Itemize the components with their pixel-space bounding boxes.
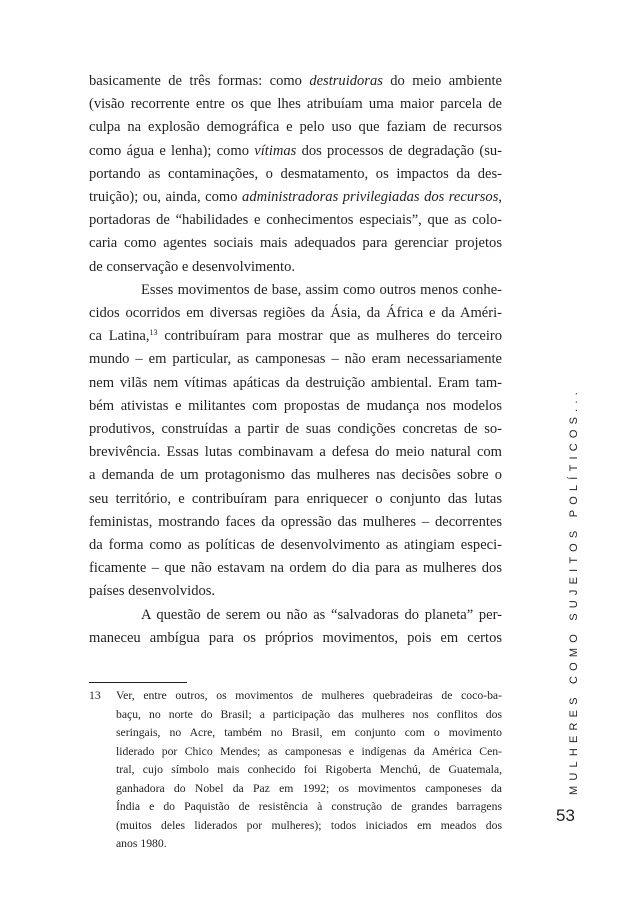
text-run: portadoras de “habilidades e conhecimentos especiais”, que as colo- bbox=[89, 212, 502, 229]
text-run: portando as contaminações, o desmatamento, os impactos da des- bbox=[89, 165, 502, 182]
text-line bbox=[89, 70, 502, 93]
text-line bbox=[89, 488, 502, 511]
body-text bbox=[89, 70, 502, 650]
text-line bbox=[89, 511, 502, 534]
text-run: mundo – em particular, as camponesas – não eram necessariamente bbox=[89, 351, 502, 368]
text-line bbox=[89, 604, 502, 627]
text-line bbox=[89, 372, 502, 395]
footnote-line: anos 1980. bbox=[116, 837, 167, 850]
footnote-line: liderado por Chico Mendes; as camponesas e indígenas da América Cen- bbox=[116, 744, 502, 758]
text-run: feministas, mostrando faces da opressão das mulheres – decorrentes bbox=[89, 513, 502, 530]
text-run: ficamente – que não estavam na ordem do dia para as mulheres dos bbox=[89, 560, 502, 577]
text-line bbox=[89, 441, 502, 464]
footnote-line: seringais, no Acre, também no Brasil, em conjunto com o movimento bbox=[116, 726, 502, 739]
text-run: a demanda de um protagonismo das mulheres nas decisões sobre o bbox=[89, 467, 502, 484]
footnote-line: Índia e do Paquistão de resistência à construção de grandes barragens bbox=[116, 800, 502, 813]
text-line bbox=[89, 256, 502, 279]
text-run: contribuíram para mostrar que as mulheres do terceiro bbox=[157, 328, 502, 345]
text-line bbox=[89, 557, 502, 580]
text-line bbox=[89, 627, 502, 650]
text-run: brevivência. Essas lutas combinavam a defesa do meio natural com bbox=[89, 444, 502, 461]
text-line bbox=[89, 209, 502, 232]
text-line bbox=[89, 325, 502, 348]
text-run: caria como agentes sociais mais adequados para gerenciar projetos bbox=[89, 235, 502, 252]
text-run: Esses movimentos de base, assim como outros menos conhe- bbox=[141, 281, 502, 298]
footnote-line: baçu, no norte do Brasil; a participação das mulheres nos conflitos dos bbox=[116, 707, 502, 721]
italic-run: administradoras privilegiadas dos recursos bbox=[242, 189, 499, 206]
text-run: produtivos, construídas a partir de suas condições concretas de so- bbox=[89, 421, 502, 438]
footnote-line: tral, cujo símbolo mais conhecido foi Rigoberta Menchú, de Guatemala, bbox=[116, 763, 502, 776]
text-line bbox=[89, 163, 502, 186]
text-line bbox=[89, 116, 502, 139]
text-run: maneceu ambígua para os próprios movimentos, pois em certos bbox=[89, 629, 502, 646]
text-line bbox=[89, 232, 502, 255]
text-run: culpa na explosão demográfica e pelo uso que faziam de recursos bbox=[89, 119, 502, 136]
text-run: dos processos de degradação (su- bbox=[296, 142, 502, 159]
text-line bbox=[89, 302, 502, 325]
text-line bbox=[89, 279, 502, 302]
text-line bbox=[89, 93, 502, 116]
text-run: A questão de serem ou não as “salvadoras do planeta” per- bbox=[141, 606, 502, 623]
text-line bbox=[89, 464, 502, 487]
text-line bbox=[89, 580, 502, 603]
text-run: da forma como as políticas de desenvolvimento as atingiam especi- bbox=[89, 537, 502, 554]
text-run: , bbox=[498, 189, 502, 206]
footnote-text bbox=[116, 687, 502, 854]
footnote-line: (muitos deles liderados por mulheres); todos iniciados em meados dos bbox=[116, 818, 502, 832]
footnote-number: 13 bbox=[89, 689, 101, 702]
italic-run: destruidoras bbox=[309, 73, 383, 89]
text-run: seu território, e contribuíram para enriquecer o conjunto das lutas bbox=[89, 490, 502, 507]
page-number: 53 bbox=[556, 806, 575, 825]
footnote bbox=[89, 687, 502, 854]
text-run: (visão recorrente entre os que lhes atribuíam uma maior parcela de bbox=[89, 96, 502, 113]
text-run: truição); ou, ainda, como bbox=[89, 189, 243, 206]
footnote-ref: 13 bbox=[149, 328, 158, 338]
italic-run: vítimas bbox=[254, 142, 297, 159]
text-line bbox=[89, 395, 502, 418]
footnote-rule bbox=[89, 682, 187, 683]
footnote-line: ganhadora do Nobel da Paz em 1992; os movimentos camponeses da bbox=[116, 781, 502, 795]
text-run: do meio ambiente bbox=[382, 73, 502, 89]
text-run: como água e lenha); como bbox=[89, 142, 255, 159]
text-run: ca Latina, bbox=[89, 328, 150, 345]
text-line bbox=[89, 534, 502, 557]
text-line bbox=[89, 418, 502, 441]
text-line bbox=[89, 186, 502, 209]
text-run: países desenvolvidos. bbox=[89, 583, 216, 600]
text-line bbox=[89, 348, 502, 371]
footnote-line: Ver, entre outros, os movimentos de mulheres quebradeiras de coco-ba- bbox=[116, 689, 502, 702]
text-run: cidos ocorridos em diversas regiões da Ásia, da África e da Améri- bbox=[89, 305, 502, 322]
text-run: basicamente de três formas: como bbox=[89, 73, 310, 89]
text-line bbox=[89, 140, 502, 163]
text-run: de conservação e desenvolvimento. bbox=[89, 258, 296, 275]
text-run: bém ativistas e militantes com propostas de mudança nos modelos bbox=[89, 397, 502, 414]
text-run: nem vilãs nem vítimas apáticas da destruição ambiental. Eram tam- bbox=[89, 374, 502, 391]
running-head-text: MULHERES COMO SUJEITOS POLÍTICOS... bbox=[568, 387, 580, 795]
